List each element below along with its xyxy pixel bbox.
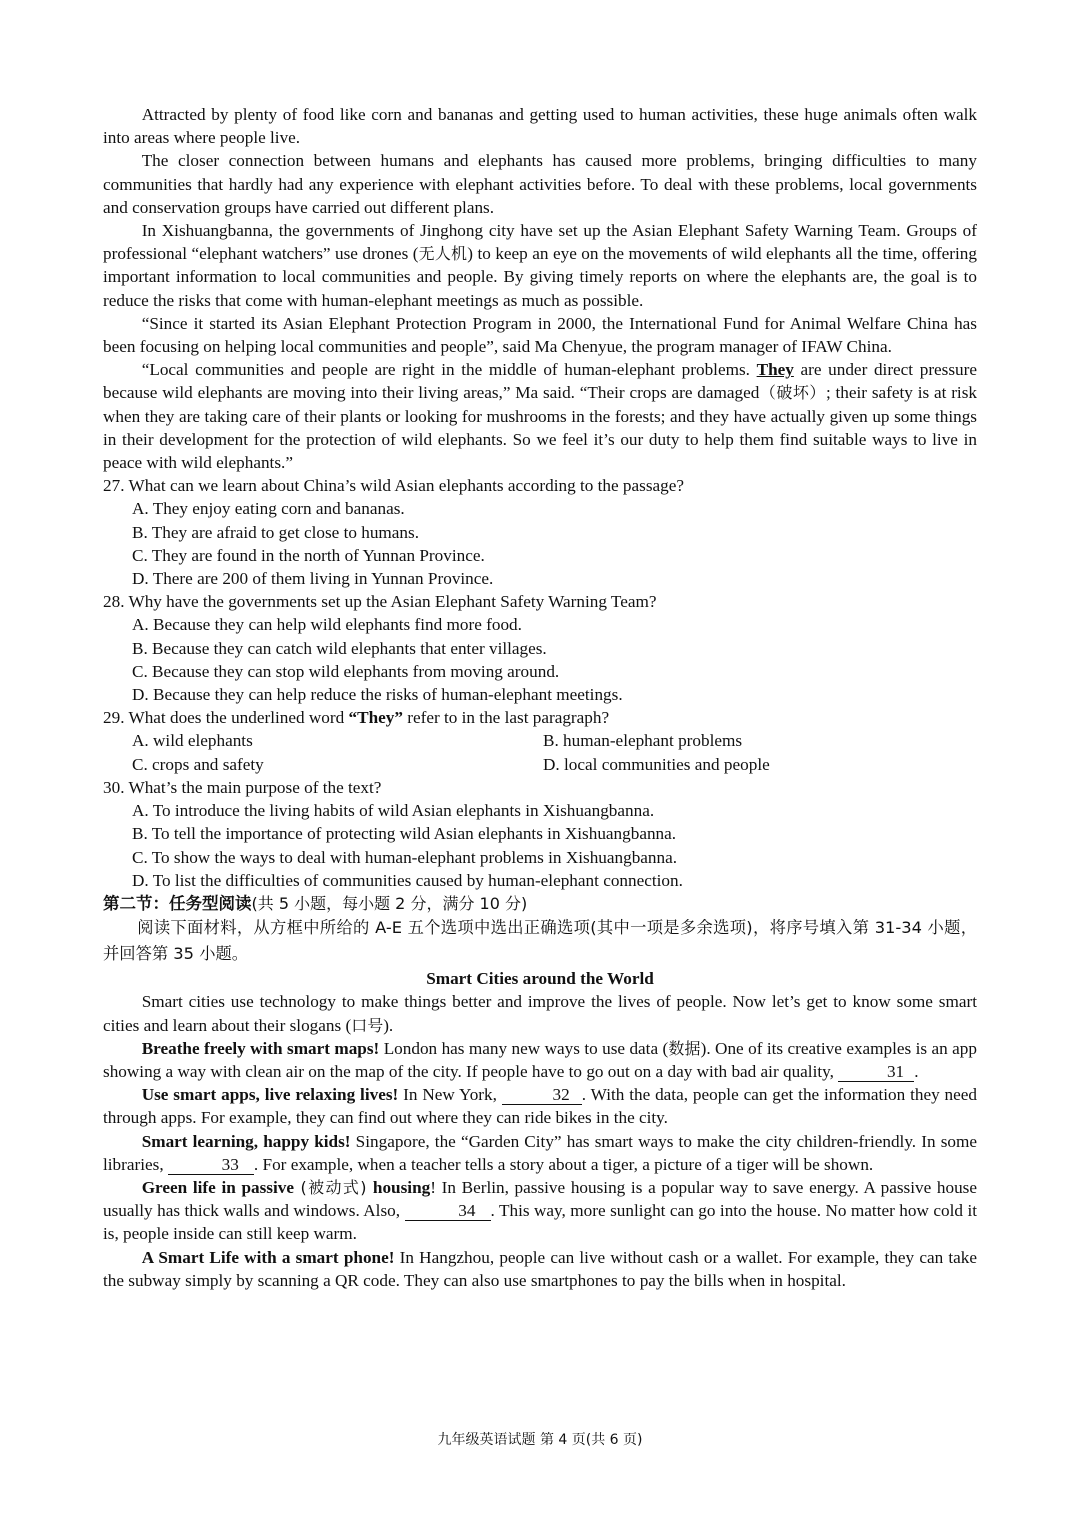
article-text: . This way, more sunlight can go into the house. No matter how cold it is, people inside can still keep warm. [103, 1201, 977, 1244]
passage-text: Attracted by plenty of food like corn and bananas and getting used to human activities, these huge animals often walk into areas where people live. [103, 105, 977, 148]
option-27b: B. They are afraid to get close to humans. [132, 522, 420, 542]
article-paragraph-hangzhou [103, 1246, 977, 1292]
passage-paragraph-2 [103, 149, 977, 219]
question-text: refer to in the last paragraph? [402, 708, 610, 728]
question-27: 27. What can we learn about China’s wild Asian elephants according to the passage? [103, 476, 685, 496]
slogan: housing [372, 1177, 431, 1197]
article-text: . [914, 1061, 919, 1081]
question-text: 29. What does the underlined word [103, 708, 349, 728]
article-paragraph-london [103, 1037, 977, 1083]
passage-text: ) to keep an eye on the movements of wild elephants all the time, offering important information to local communities and people. By giving timely reports on where the elephants are, the goal is to reduce the risks that come with human-elephant meetings as much as possible. [103, 244, 977, 310]
passage-text: The closer connection between humans and elephants has caused more problems, bringing difficulties to many communities that hardly had any experience with elephant activities before. To deal with these problems, local governments and conservation groups have carried out different plans. [103, 151, 977, 217]
article-text: Singapore, the “Garden City” has smart ways to make the city children-friendly. In some libraries, [103, 1131, 977, 1174]
question-28: 28. Why have the governments set up the Asian Elephant Safety Warning Team? [103, 592, 657, 612]
passage-text: “Since it started its Asian Elephant Protection Program in 2000, the International Fund for Animal Welfare China has been focusing on helping local communities and people”, said Ma Chenyue, the program manager of IFAW China. [103, 313, 977, 357]
article-text: London has many new ways to use data ( [379, 1038, 669, 1058]
chinese-gloss: （破坏） [759, 383, 826, 403]
exam-page [103, 103, 977, 1292]
passage-text: are under direct pressure because wild elephants are moving into their living areas,” Ma said. “Their crops are damaged [103, 360, 977, 403]
passage-paragraph-3 [103, 219, 977, 312]
passage-text: ; their safety is at risk when they are taking care of their plants or looking for mushrooms in the forests; and they have actually given up some things in their development for the protection of wild elephants. So we feel it’s our duty to help them find suitable ways to live in peace with wild elephants.” [103, 383, 977, 473]
option-29c: C. crops and safety [132, 754, 264, 774]
option-30b: B. To tell the importance of protecting wild Asian elephants in Xishuangbanna. [132, 824, 677, 844]
article-paragraph-singapore [103, 1130, 977, 1176]
article-text: ). [383, 1015, 394, 1035]
option-30a: A. To introduce the living habits of wild Asian elephants in Xishuangbanna. [132, 801, 655, 821]
option-30c: C. To show the ways to deal with human-elephant problems in Xishuangbanna. [132, 847, 678, 867]
answer-blank-33[interactable]: 33 [168, 1156, 254, 1175]
slogan: Use smart apps, live relaxing lives! [141, 1085, 399, 1105]
option-28b: B. Because they can catch wild elephants that enter villages. [132, 638, 547, 658]
option-27a: A. They enjoy eating corn and bananas. [132, 499, 405, 519]
option-29b: B. human-elephant problems [543, 731, 743, 751]
options-row-29-ab [132, 729, 977, 752]
article-paragraph-berlin [103, 1176, 977, 1246]
passage-paragraph-4 [103, 312, 977, 358]
answer-blank-32[interactable]: 32 [502, 1086, 582, 1105]
article-text: ). One of its creative examples is an app showing a way with clean air on the map of the city. If people have to go out on a day with bad air quality, [103, 1038, 977, 1081]
option-28c: C. Because they can stop wild elephants from moving around. [132, 661, 560, 681]
passage-text: “Local communities and people are right in the middle of human-elephant problems. [141, 360, 757, 380]
question-30: 30. What’s the main purpose of the text? [103, 777, 382, 797]
article-intro [103, 990, 977, 1036]
article-title: Smart Cities around the World [426, 969, 654, 989]
article-paragraph-newyork [103, 1083, 977, 1129]
article-text: ! In Berlin, passive housing is a popular way to save energy. A passive house usually has thick walls and windows. Also, [103, 1177, 977, 1221]
answer-blank-31[interactable]: 31 [838, 1063, 914, 1082]
section-title: 第二节：任务型阅读 [103, 893, 252, 913]
chinese-gloss: 无人机 [418, 244, 468, 264]
option-28d: D. Because they can help reduce the risks of human-elephant meetings. [132, 685, 623, 705]
article-text: . With the data, people can get the information they need through apps. For example, they can find out where they can ride bikes in the city. [103, 1085, 977, 1128]
passage-paragraph-1 [103, 103, 977, 149]
options-row-29-cd [132, 753, 977, 776]
article-text: . For example, when a teacher tells a story about a tiger, a picture of a tiger will be shown. [253, 1154, 874, 1174]
article-text: Smart cities use technology to make things better and improve the lives of people. Now let’s get to know some smart cities and learn about their slogans ( [103, 992, 977, 1035]
article-text: In Hangzhou, people can live without cash or a wallet. For example, they can take the subway simply by scanning a QR code. They can also use smartphones to pay the bills when in hospital. [103, 1247, 978, 1290]
slogan: Smart learning, happy kids! [141, 1131, 351, 1151]
slogan: A Smart Life with a smart phone! [141, 1247, 395, 1267]
chinese-gloss: (被动式) [293, 1177, 373, 1197]
section-heading [103, 892, 977, 915]
page-footer: 九年级英语试题 第 4 页(共 6 页) [437, 1432, 643, 1448]
question-29 [103, 706, 977, 729]
section-scoring-note: (共 5 小题，每小题 2 分，满分 10 分) [251, 893, 528, 913]
option-29a: A. wild elephants [132, 731, 253, 751]
chinese-gloss: 数据 [668, 1038, 701, 1058]
option-27c: C. They are found in the north of Yunnan Province. [132, 545, 485, 565]
section-instructions: 阅读下面材料，从方框中所给的 A-E 五个选项中选出正确选项(其中一项是多余选项)，将序号填入第 31-34 小题，并回答第 35 小题。 [103, 918, 977, 964]
passage-paragraph-5 [103, 358, 977, 474]
option-27d: D. There are 200 of them living in Yunnan Province. [132, 569, 494, 589]
answer-blank-34[interactable]: 34 [405, 1202, 491, 1221]
slogan: Breathe freely with smart maps! [141, 1038, 380, 1058]
passage-text: In Xishuangbanna, the governments of Jinghong city have set up the Asian Elephant Safety Warning Team. Groups of professional “elephant watchers” use drones ( [103, 221, 977, 264]
option-28a: A. Because they can help wild elephants find more food. [132, 615, 522, 635]
chinese-gloss: 口号 [351, 1015, 384, 1035]
underlined-word: They [756, 360, 794, 380]
option-30d: D. To list the difficulties of communities caused by human-elephant connection. [132, 870, 683, 890]
question-keyword: “They” [348, 708, 403, 728]
option-29d: D. local communities and people [543, 754, 770, 774]
article-text: In New York, [398, 1085, 502, 1105]
slogan: Green life in passive [141, 1177, 294, 1197]
